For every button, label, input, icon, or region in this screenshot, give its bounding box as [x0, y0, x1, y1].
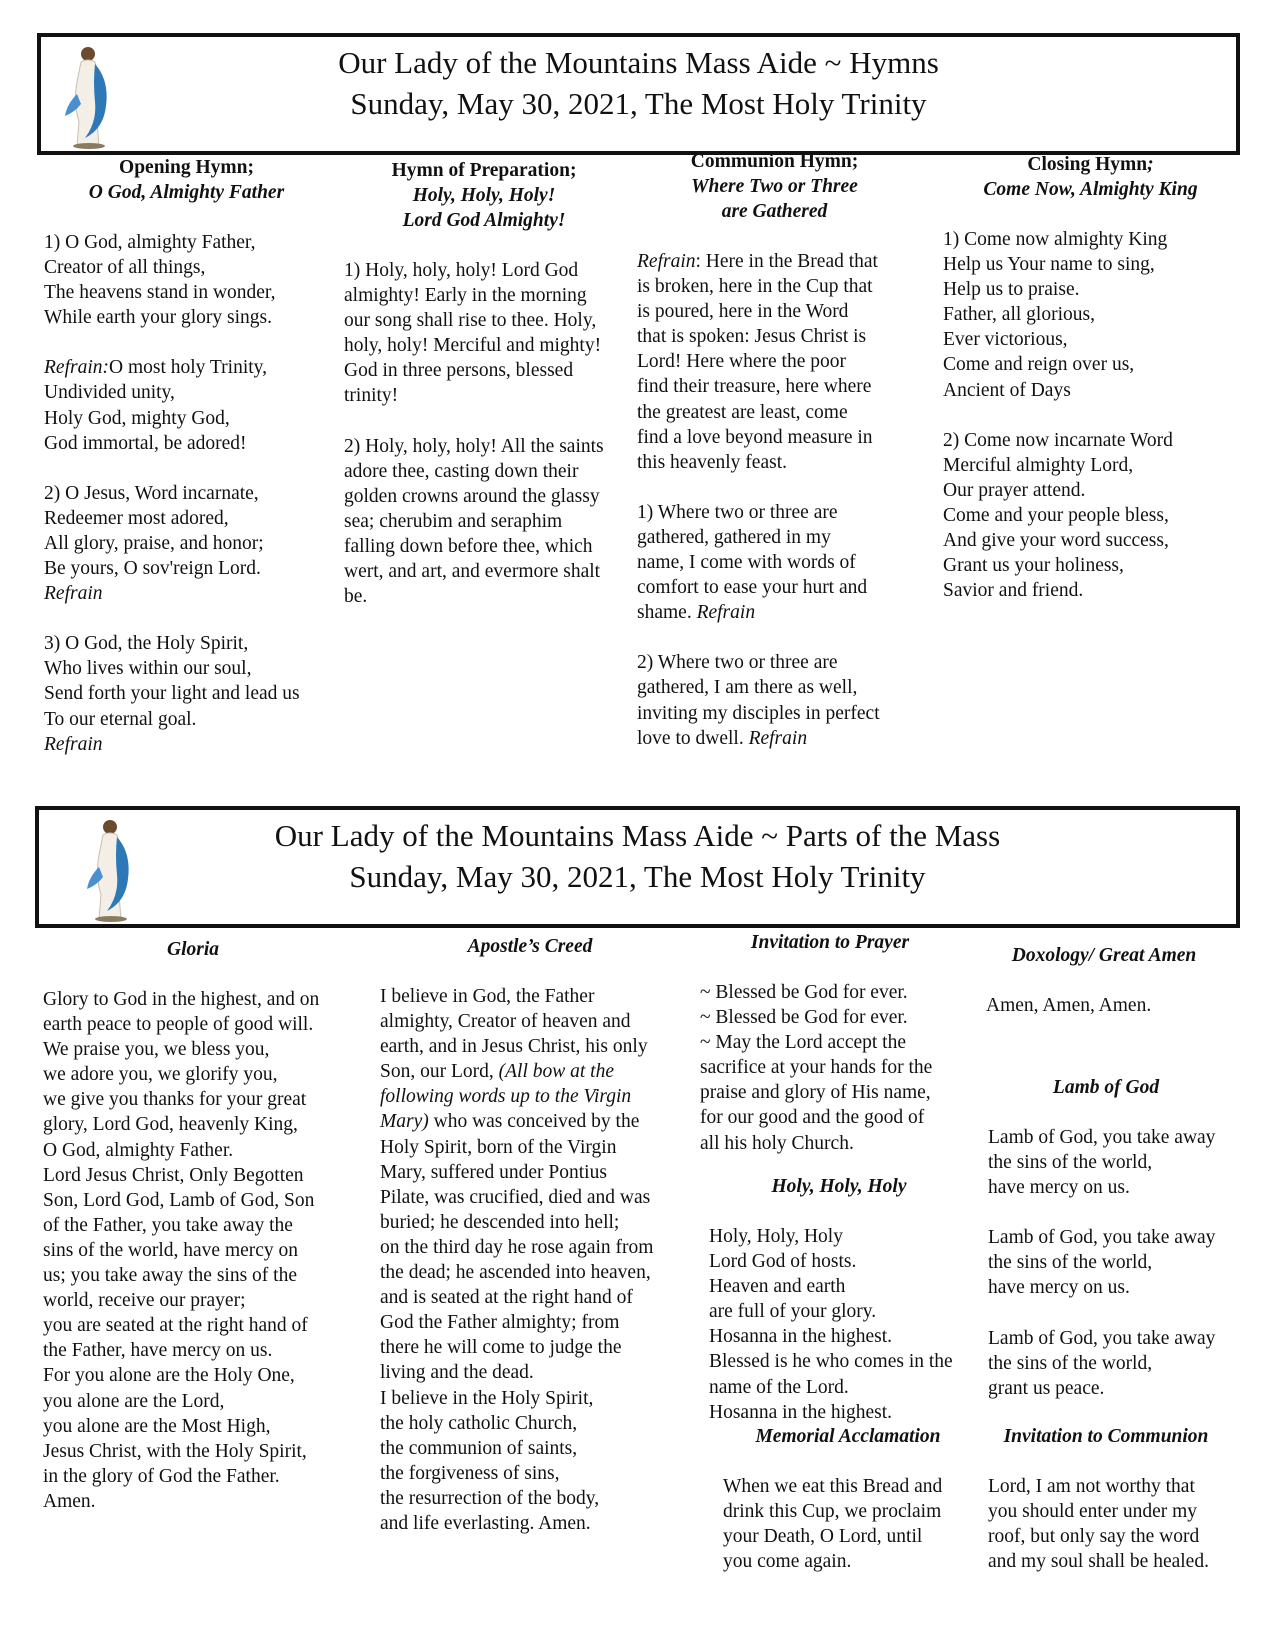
invitation-to-prayer-title: Invitation to Prayer	[750, 932, 910, 953]
lamb-of-god-section	[988, 1075, 1248, 1401]
lamb-of-god-stanza-1: Lamb of God, you take away the sins of the world, have mercy on us.	[988, 1127, 1216, 1199]
memorial-acclamation-section	[723, 1424, 973, 1574]
closing-hymn-title: Come Now, Almighty King	[983, 179, 1198, 200]
opening-hymn-label: Opening Hymn;	[119, 157, 254, 178]
communion-hymn-title-2: are Gathered	[721, 201, 828, 222]
closing-verse-2: 2) Come now incarnate Word Merciful almighty Lord, Our prayer attend. Come and your people bless, And give your word success, Grant us your holiness, Savior and friend.	[943, 429, 1173, 602]
creed-text: I believe in God, the Father almighty, Creator of heaven and earth, and in Jesus Christ, his only Son, our Lord, (All bow at the following words up to the Virgin Mary) who was conceived by the Holy Spirit, born of the Virgin Mary, suffered under Pontius Pilate, was crucified, died and was buried; he descended into hell; on the third day he rose again from the dead; he ascended into heaven, and is seated at the right hand of God the Father almighty; from there he will come to judge the living and the dead. I believe in the Holy Spirit, the holy catholic Church, the communion of saints, the forgiveness of sins, the resurrection of the body, and life everlasting. Amen.	[380, 986, 654, 1534]
gloria-title: Gloria	[166, 939, 219, 960]
hymns-banner	[37, 33, 1240, 155]
creed-section	[380, 934, 680, 1536]
memorial-acclamation-title: Memorial Acclamation	[755, 1426, 941, 1447]
creed-title: Apostle’s Creed	[467, 936, 593, 957]
opening-hymn	[44, 155, 329, 757]
closing-hymn-label: Closing Hymn;	[1027, 154, 1154, 175]
opening-verse-2: 2) O Jesus, Word incarnate, Redeemer most adored, All glory, praise, and honor; Be yours, O sov'reign Lord. Refrain	[44, 482, 264, 605]
banner-title: Our Lady of the Mountains Mass Aide ~ Hymns	[338, 45, 939, 80]
communion-verse-2: 2) Where two or three are gathered, I am there as well, inviting my disciples in perfect love to dwell. Refrain	[637, 652, 880, 749]
closing-verse-1: 1) Come now almighty King Help us Your name to sing, Help us to praise. Father, all glorious, Ever victorious, Come and reign over us, Ancient of Days	[943, 229, 1168, 401]
preparation-hymn	[344, 158, 624, 609]
opening-refrain: Refrain:O most holy Trinity, Undivided unity, Holy God, mighty God, God immortal, be adored!	[44, 357, 268, 454]
communion-verse-1: 1) Where two or three are gathered, gathered in my name, I come with words of comfort to ease your hurt and shame. Refrain	[637, 501, 868, 624]
invitation-to-prayer-section	[700, 930, 960, 1156]
memorial-acclamation-text: When we eat this Bread and drink this Cup, we proclaim your Death, O Lord, until you come again.	[723, 1476, 943, 1573]
preparation-verse-2: 2) Holy, holy, holy! All the saints adore thee, casting down their golden crowns around the glassy sea; cherubim and seraphim falling down before thee, which wert, and art, and evermore shalt be.	[344, 435, 604, 608]
communion-hymn-title-1: Where Two or Three	[691, 176, 858, 197]
banner-date: Sunday, May 30, 2021, The Most Holy Trinity	[349, 859, 926, 894]
invitation-to-communion-section	[988, 1424, 1248, 1574]
gloria-section	[43, 937, 343, 1514]
holy-holy-title: Holy, Holy, Holy	[771, 1176, 907, 1197]
opening-verse-1: 1) O God, almighty Father, Creator of all things, The heavens stand in wonder, While earth your glory sings.	[44, 232, 276, 329]
holy-holy-text: Holy, Holy, Holy Lord God of hosts. Heaven and earth are full of your glory. Hosanna in the highest. Blessed is he who comes in the name of the Lord. Hosanna in the highest.	[709, 1226, 953, 1423]
lamb-of-god-stanza-3: Lamb of God, you take away the sins of the world, grant us peace.	[988, 1327, 1216, 1399]
invitation-to-communion-text: Lord, I am not worthy that you should enter under my roof, but only say the word and my soul shall be healed.	[988, 1476, 1209, 1573]
doxology-text: Amen, Amen, Amen.	[986, 995, 1152, 1016]
banner-date: Sunday, May 30, 2021, The Most Holy Trinity	[350, 86, 927, 121]
preparation-hymn-title-2: Lord God Almighty!	[402, 210, 566, 231]
communion-hymn	[637, 149, 912, 751]
invitation-to-communion-title: Invitation to Communion	[1003, 1426, 1209, 1447]
preparation-hymn-label: Hymn of Preparation;	[391, 160, 577, 181]
mass-parts-banner	[35, 806, 1240, 928]
gloria-text: Glory to God in the highest, and on earth peace to people of good will. We praise you, we bless you, we adore you, we glorify you, we give you thanks for your great glory, Lord God, heavenly King, O God, almighty Father. Lord Jesus Christ, Only Begotten Son, Lord God, Lamb of God, Son of the Father, you take away the sins of the world, have mercy on us; you take away the sins of the world, receive our prayer; you are seated at the right hand of the Father, have mercy on us. For you alone are the Holy One, you alone are the Lord, you alone are the Most High, Jesus Christ, with the Holy Spirit, in the glory of God the Father. Amen.	[43, 989, 320, 1512]
preparation-verse-1: 1) Holy, holy, holy! Lord God almighty! Early in the morning our song shall rise to thee. Holy, holy, holy! Merciful and mighty! God in three persons, blessed trinity!	[344, 260, 602, 407]
doxology-title: Doxology/ Great Amen	[1011, 945, 1197, 966]
opening-hymn-title: O God, Almighty Father	[88, 182, 285, 203]
doxology-section	[986, 943, 1246, 1018]
opening-verse-3: 3) O God, the Holy Spirit, Who lives within our soul, Send forth your light and lead us To our eternal goal. Refrain	[44, 633, 300, 755]
banner-title: Our Lady of the Mountains Mass Aide ~ Parts of the Mass	[274, 818, 1001, 853]
preparation-hymn-title-1: Holy, Holy, Holy!	[412, 185, 556, 206]
closing-hymn	[943, 152, 1238, 603]
communion-refrain: Refrain: Here in the Bread that is broken, here in the Cup that is poured, here in the Word that is spoken: Jesus Christ is Lord! Here where the poor find their treasure, here where the greatest are least, come find a love beyond measure in this heavenly feast.	[637, 251, 878, 473]
lamb-of-god-stanza-2: Lamb of God, you take away the sins of the world, have mercy on us.	[988, 1227, 1216, 1299]
lamb-of-god-title: Lamb of God	[1052, 1077, 1160, 1098]
invitation-to-prayer-text: ~ Blessed be God for ever. ~ Blessed be God for ever. ~ May the Lord accept the sacrifice at your hands for the praise and glory of His name, for our good and the good of all his holy Church.	[700, 982, 933, 1154]
holy-holy-section	[709, 1174, 979, 1425]
communion-hymn-label: Communion Hymn;	[690, 151, 859, 172]
